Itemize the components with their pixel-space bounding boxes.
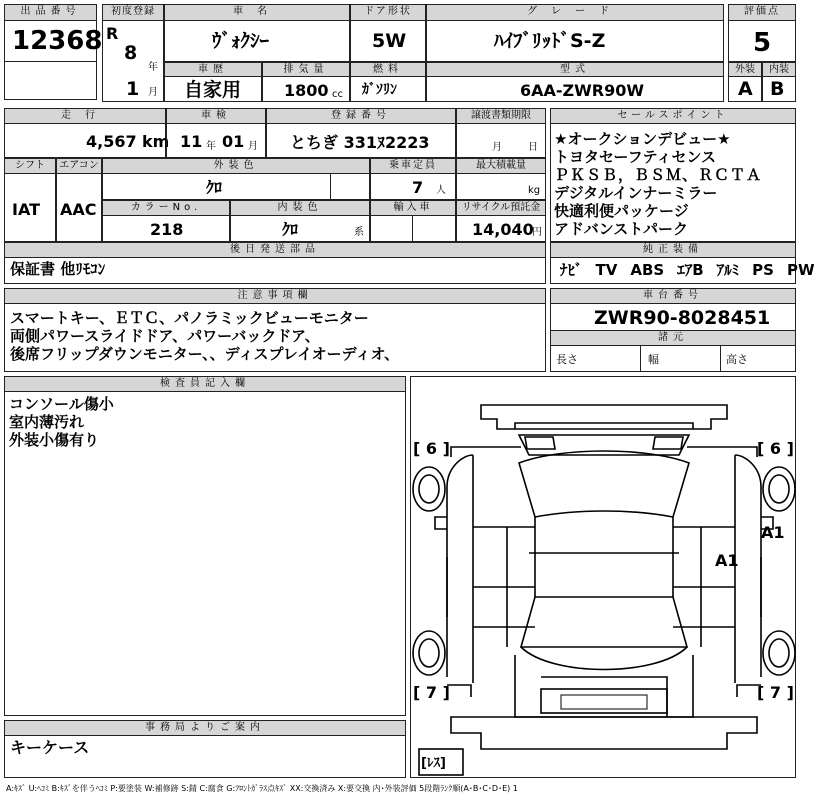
mileage: 4,567	[86, 132, 137, 151]
transfer-month-unit: 月	[492, 142, 502, 153]
color-no-label: カラーNo.	[102, 200, 230, 216]
int-color-unit: 系	[354, 227, 364, 238]
model-label: 型式	[426, 62, 724, 77]
transfer-day-unit: 日	[528, 142, 538, 153]
inspector-note: 外装小傷有り	[9, 431, 100, 449]
door-label: ドア形状	[350, 4, 426, 21]
exterior-grade: A	[738, 78, 753, 100]
capacity-label: 乗車定員	[370, 158, 456, 174]
fuel: ｶﾞｿﾘﾝ	[362, 82, 397, 98]
ext-color-divider	[330, 174, 331, 200]
import-label: 輸入車	[370, 200, 456, 216]
equipment-list	[560, 263, 815, 278]
sales-point-item: 快適利便パッケージ	[554, 202, 689, 220]
sales-points-label: セールスポイント	[550, 108, 796, 124]
note-line: 両側パワースライドドア、パワーバックドア、	[10, 327, 320, 345]
inspection-year-unit: 年	[206, 141, 216, 152]
shift: IAT	[12, 200, 41, 219]
ac: AAC	[60, 200, 97, 219]
history-label: 車歴	[164, 62, 262, 77]
equipment-airbag: ｴｱB	[677, 261, 704, 279]
inspector-notes	[9, 395, 114, 449]
inspection-year: 11	[180, 132, 203, 151]
mileage-label: 走行	[4, 108, 166, 124]
equipment-alloy: ｱﾙﾐ	[716, 261, 740, 279]
int-color-label: 内装色	[230, 200, 370, 216]
inspection-label: 車検	[166, 108, 266, 124]
damage-mark-right-fender: A1	[761, 523, 785, 542]
inspector-label: 検査員記入欄	[4, 376, 406, 392]
chassis-label: 車台番号	[550, 288, 796, 304]
car-outline-diagram	[411, 377, 797, 779]
first-reg-year: 8	[124, 42, 138, 64]
tire-rear-left: [ 7 ]	[413, 683, 450, 702]
spec-divider-2	[720, 346, 721, 372]
displacement-label: 排気量	[262, 62, 350, 77]
equipment-ps: PS	[752, 261, 774, 279]
sales-point-item: トヨタセーフティセンス	[554, 148, 717, 166]
damage-mark-right-door: A1	[715, 551, 739, 570]
lot-lower-divider	[4, 61, 97, 62]
sales-point-item: アドバンストパーク	[554, 220, 688, 238]
displacement: 1800	[284, 81, 329, 100]
inspector-note: コンソール傷小	[9, 395, 114, 413]
max-load-unit: kg	[528, 185, 541, 196]
spare-tire: [ﾚｽ]	[421, 756, 446, 771]
interior-label: 内装	[762, 62, 796, 77]
tire-front-right: [ 6 ]	[757, 439, 794, 458]
note-line: スマートキー、ＥＴＣ、パノラミックビューモニター	[10, 309, 369, 327]
interior-grade: B	[770, 78, 785, 100]
first-reg-month: 1	[126, 78, 140, 100]
sales-point-item: デジタルインナーミラー	[554, 184, 718, 202]
score-label: 評価点	[728, 4, 796, 21]
exterior-label: 外装	[728, 62, 762, 77]
car-name: ｳﾞｫｸｼｰ	[212, 30, 270, 52]
car-name-label: 車名	[164, 4, 350, 21]
notes-list	[10, 309, 399, 363]
grade-label: グレード	[426, 4, 724, 21]
color-no: 218	[150, 220, 184, 239]
ext-color-label: 外装色	[102, 158, 370, 174]
shift-label: シフト	[4, 158, 56, 174]
era: R	[106, 24, 119, 43]
note-line: 後席フリップダウンモニター、、ディスプレイオーディオ、	[10, 345, 400, 363]
inspector-note: 室内薄汚れ	[9, 413, 85, 431]
first-reg-label: 初度登録	[102, 4, 164, 21]
office-note: キーケース	[10, 738, 90, 757]
length-label: 長さ	[556, 353, 578, 366]
lot-no-label: 出品番号	[4, 4, 97, 21]
equipment-pw: PW	[786, 261, 815, 279]
recycle-fee: 14,040	[472, 220, 534, 239]
height-label: 高さ	[726, 353, 748, 366]
later-parts-label: 後日発送部品	[4, 242, 546, 258]
office-label: 事務局よりご案内	[4, 720, 406, 736]
model: 6AA-ZWR90W	[520, 81, 645, 100]
sales-points-list	[554, 130, 762, 238]
sales-point-item: ★オークションデビュー★	[554, 130, 731, 148]
capacity: 7	[412, 178, 424, 197]
spec-divider-1	[640, 346, 641, 372]
damage-diagram	[410, 376, 796, 778]
tire-rear-right: [ 7 ]	[757, 683, 794, 702]
plate-label: 登録番号	[266, 108, 456, 124]
ext-color: ｸﾛ	[206, 178, 223, 197]
fuel-label: 燃料	[350, 62, 426, 77]
later-parts: 保証書 他ﾘﾓｺﾝ	[10, 260, 106, 278]
recycle-label: リサイクル預託金	[456, 200, 546, 216]
notes-label: 注意事項欄	[4, 288, 546, 304]
door-type: 5W	[372, 30, 407, 52]
equipment-navi: ﾅﾋﾞ	[560, 261, 583, 279]
capacity-unit: 人	[436, 185, 446, 196]
width-label: 幅	[648, 353, 659, 366]
year-unit: 年	[148, 62, 158, 73]
grade: ﾊｲﾌﾞﾘｯﾄﾞS-Z	[494, 30, 606, 52]
equipment-tv: TV	[595, 261, 618, 279]
score: 5	[753, 28, 772, 58]
tire-front-left: [ 6 ]	[413, 439, 450, 458]
sales-point-item: ＰＫＳＢ，ＢＳＭ、ＲＣＴＡ	[554, 166, 763, 184]
transfer-label: 譲渡書類期限	[456, 108, 546, 124]
lot-no: 12368	[12, 26, 103, 56]
mileage-unit: km	[142, 132, 170, 151]
equipment-label: 純正装備	[550, 242, 796, 258]
max-load-label: 最大積載量	[456, 158, 546, 174]
month-unit: 月	[148, 87, 158, 98]
equipment-abs: ABS	[630, 261, 665, 279]
int-color: ｸﾛ	[282, 220, 299, 239]
legend-text: A:ｷｽﾞ U:ﾍｺﾐ B:ｷｽﾞを伴うﾍｺﾐ P:要塗装 W:補修跡 S:錆 C:腐食 G:ﾌﾛﾝﾄｶﾞﾗｽ点ｷｽﾞ XX:交換済み X:要交換 内･外装評価 5段階ﾗﾝｸ順(A･B･C･D･E) 1	[6, 784, 518, 793]
recycle-unit: 円	[532, 227, 542, 238]
inspection-month-unit: 月	[248, 141, 258, 152]
plate-number: とちぎ 331ﾇ2223	[290, 133, 430, 152]
spec-label: 諸元	[550, 330, 796, 346]
chassis-number: ZWR90-8028451	[594, 307, 771, 329]
history: 自家用	[184, 79, 242, 101]
import-divider	[412, 216, 413, 242]
ac-label: エアコン	[56, 158, 102, 174]
inspection-month: 01	[222, 132, 245, 151]
displacement-unit: cc	[332, 89, 343, 100]
